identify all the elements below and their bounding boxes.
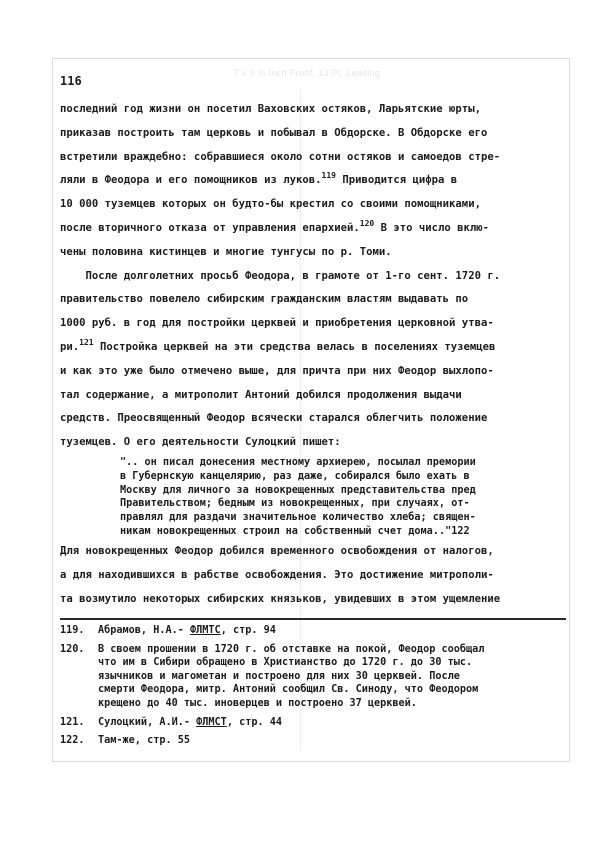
text-line: 1000 руб. в год для постройки церквей и приобретения церковной утва- [60, 317, 494, 330]
footnote-text: Там-же, стр. 55 [98, 735, 191, 747]
text-line: та возмутило некоторых сибирских князьков, увидевших в этом ущемление [60, 592, 501, 605]
footnote-number: 121. [60, 716, 85, 728]
text-line: а для находившихся в рабстве освобождения. Это достижение митрополи- [60, 568, 494, 581]
quote-line: никам новокрещенных строил на собственный счет дома.."122 [120, 525, 470, 537]
footnotes [60, 624, 568, 753]
text-run: Постройка церквей на эти средства велась в поселениях туземцев [93, 340, 496, 353]
text-line: чены половина кистинцев и многие тунгусы по р. Томи. [60, 245, 392, 258]
text-line: приказав построить там церковь и побывал в Обдорске. В Обдорске его [60, 126, 488, 139]
footnote-divider [60, 618, 566, 620]
footnote-line: язычников и магометан и построено для них 30 церквей. После [98, 670, 460, 682]
quote-line: ".. он писал донесения местному архиерею, посылал премории [120, 457, 476, 468]
footnote-line: В своем прошении в 1720 г. об отставке на покой, Феодор сообщал [98, 643, 485, 655]
footnote-number: 122. [60, 735, 85, 747]
quote-line: в Губернскую канцелярию, раз даже, собирался было ехать в [120, 470, 470, 482]
quote-line: Москву для личного за новокрещенных представительства пред [120, 484, 476, 496]
ghost-ruler-text: 7 x 9 ¾ Inch Proof, 13 Pt. Leading [234, 68, 381, 78]
text-run: В это число вклю- [374, 221, 490, 234]
quote-line: правлял для раздачи значительное количество хлеба; священ- [120, 512, 476, 524]
footnote-line: крещено до 40 тыс. иноверцев и построено 37 церквей. [98, 697, 417, 709]
footnote-ref-120[interactable]: 120 [359, 218, 375, 228]
footnote-122 [60, 734, 568, 748]
footnote-line: что им в Сибири обращено в Христианство до 1720 г. до 30 тыс. [98, 657, 473, 669]
body-text-bottom [60, 540, 568, 611]
text-run: после вторичного отказа от управления епархией. [60, 221, 360, 234]
footnote-number: 119. [60, 625, 85, 636]
footnote-text [98, 716, 568, 730]
footnote-ref-121[interactable]: 121 [79, 337, 94, 347]
text-line: 10 000 туземцев которых он будто-бы крестил со своими помощниками, [60, 198, 481, 211]
footnote-page: , стр. 44 [226, 716, 283, 728]
footnote-119 [60, 624, 568, 638]
text-line: встретили враждебно: собравшиеся около сотни остяков и самоедов стре- [60, 150, 501, 163]
text-line: После долголетних просьб Феодора, в грамоте от 1-го сент. 1720 г. [60, 269, 501, 282]
text-line: и как это уже было отмечено выше, для причта при них Феодор выхлопо- [60, 364, 494, 377]
text-line: Для новокрещенных Феодор добился временного освобождения от налогов, [60, 545, 494, 557]
text-run: ри. [60, 340, 80, 353]
block-quote [120, 456, 570, 539]
text-line: правительство повелело сибирским гражданским властям выдавать по [60, 293, 469, 306]
footnote-source-title: ФЛМТС [190, 625, 221, 636]
text-run: Приводится цифра в [335, 174, 458, 187]
footnote-author: Абрамов, Н.А.- [98, 625, 191, 636]
footnote-author: Сулоцкий, А.И.- [98, 716, 197, 728]
footnote-number: 120. [60, 643, 85, 655]
footnote-text [98, 643, 568, 711]
text-line: последний год жизни он посетил Ваховских остяков, Ларьятские юрты, [60, 103, 481, 115]
body-text-top [60, 98, 568, 455]
footnote-page: , стр. 94 [220, 625, 276, 636]
footnote-line: смерти Феодора, митр. Антоний сообщил Св. Синоду, что Феодором [98, 684, 479, 696]
footnote-121 [60, 716, 568, 730]
footnote-text [98, 624, 568, 638]
text-line: средств. Преосвященный Феодор всячески старался облегчить положение [60, 412, 488, 425]
text-line [60, 336, 568, 360]
text-line: тал содержание, а митрополит Антоний добился продолжения выдачи [60, 388, 462, 401]
footnote-source-title: ФЛМСТ [196, 716, 227, 728]
text-line [60, 169, 568, 193]
footnote-ref-119[interactable]: 119 [321, 171, 336, 181]
text-line [60, 217, 568, 241]
text-run: ляли в Феодора и его помощников из луков. [60, 174, 322, 187]
footnote-120 [60, 643, 568, 711]
text-line: туземцев. О его деятельности Сулоцкий пишет: [60, 436, 341, 449]
page-number: 116 [60, 74, 82, 88]
quote-line: Правительством; бедным из новокрещенных, при случаях, от- [120, 498, 470, 510]
